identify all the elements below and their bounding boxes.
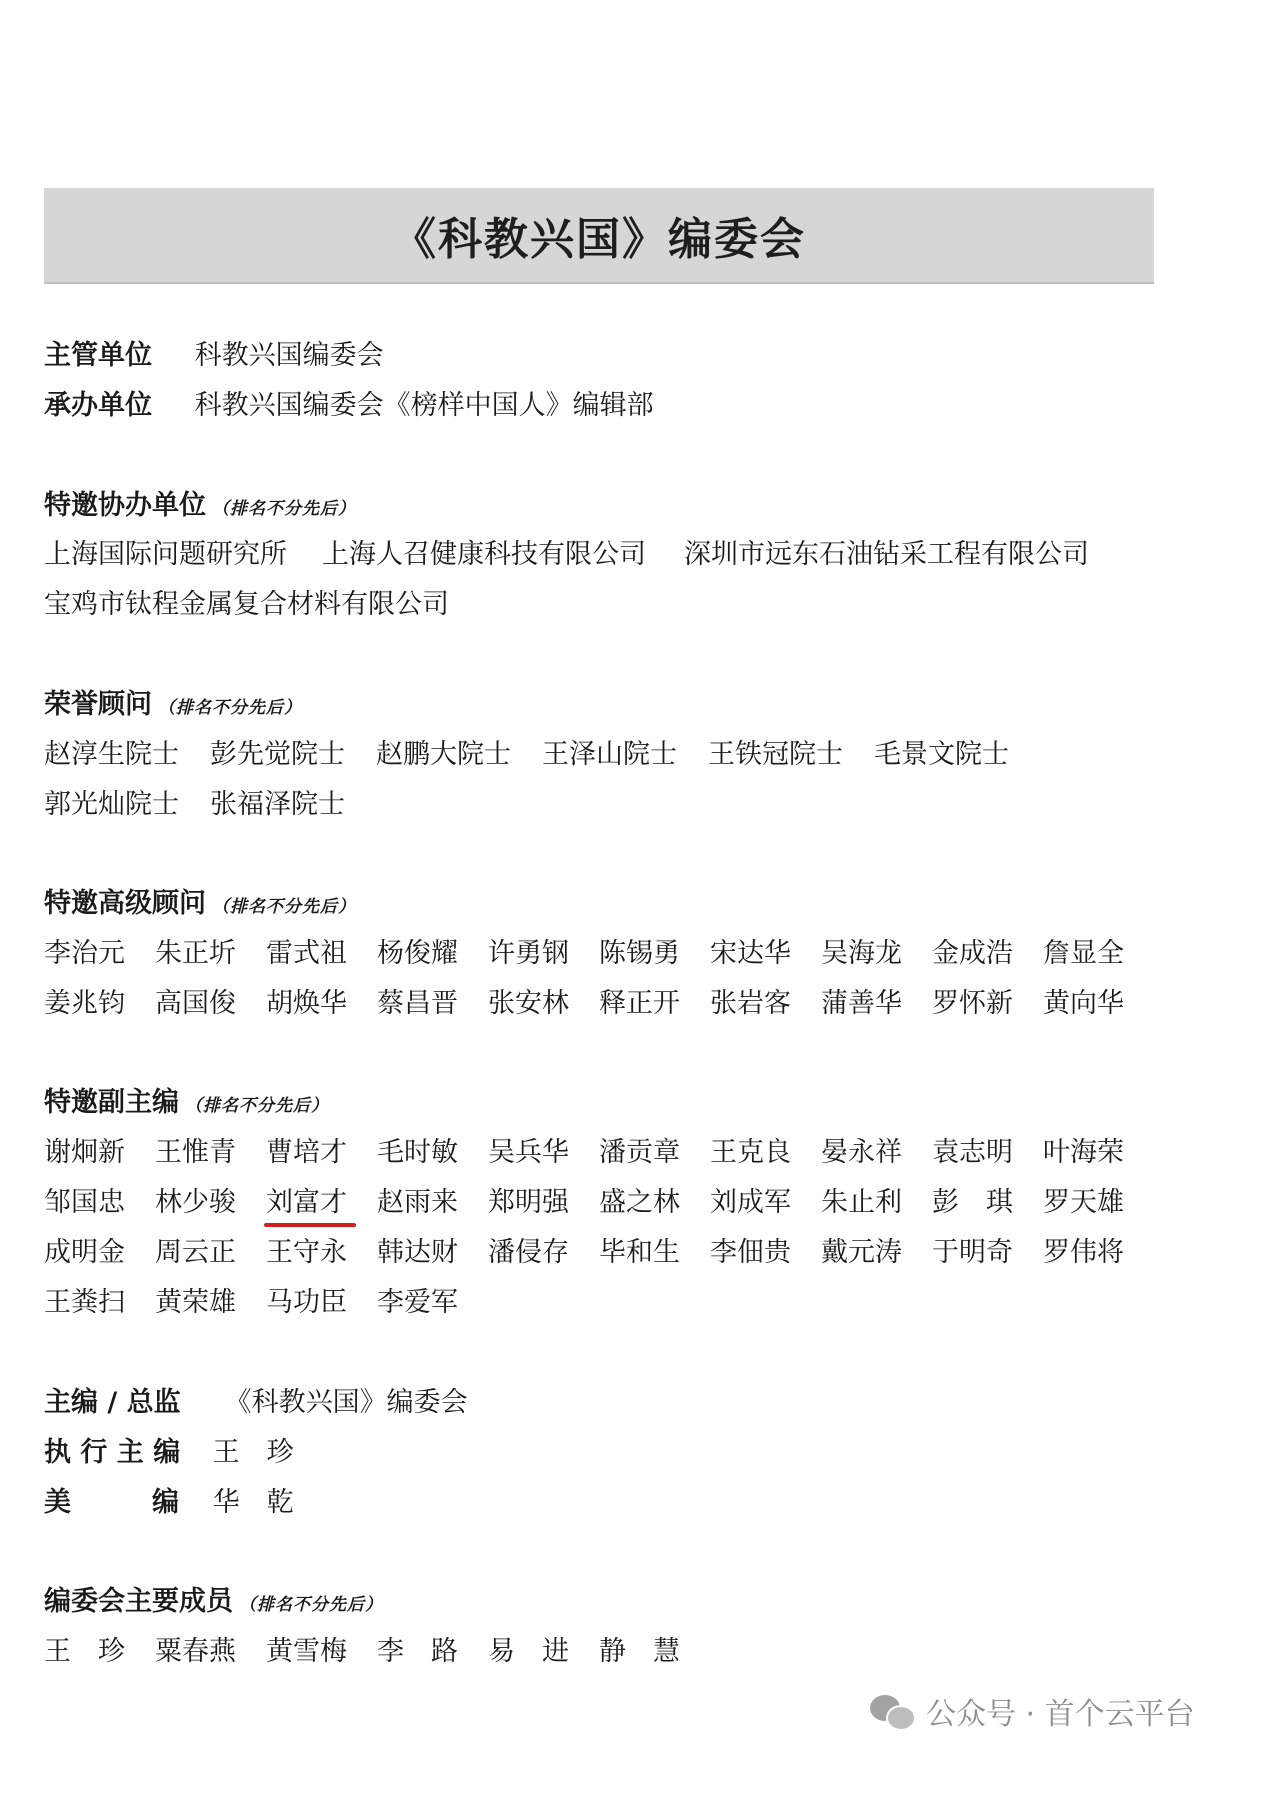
advisor-name: 陈锡勇 — [599, 938, 680, 969]
page-title: 《科教兴国》编委会 — [392, 214, 806, 265]
editor-name: 马功臣 — [266, 1287, 347, 1318]
member-name: 静 慧 — [599, 1636, 680, 1667]
co-organizer: 上海国际问题研究所 — [44, 539, 287, 570]
co-organizers-label: 特邀协办单位 — [44, 490, 206, 521]
advisor-name: 郭光灿院士 — [44, 789, 179, 820]
title-bar — [44, 188, 1154, 284]
editor-name: 潘侵存 — [488, 1237, 569, 1268]
editor-name: 王惟青 — [155, 1137, 236, 1168]
advisor-name: 金成浩 — [932, 938, 1013, 969]
editor-name: 王守永 — [266, 1237, 347, 1268]
advisor-name: 许勇钢 — [488, 938, 569, 969]
chief-editor-label: 主编 / 总监 — [44, 1387, 181, 1418]
ranking-note: （排名不分先后） — [158, 698, 302, 718]
editor-name: 李佃贵 — [710, 1237, 791, 1268]
chief-editor-row — [44, 1386, 468, 1420]
wechat-icon — [870, 1691, 916, 1731]
advisor-name: 宋达华 — [710, 938, 791, 969]
ranking-note: （排名不分先后） — [212, 897, 356, 917]
advisor-name: 高国俊 — [155, 988, 236, 1019]
editor-name: 罗伟将 — [1043, 1237, 1124, 1268]
member-name: 粟春燕 — [155, 1636, 236, 1667]
members-label: 编委会主要成员 — [44, 1586, 233, 1617]
advisor-name: 张岩客 — [710, 988, 791, 1019]
editor-name: 刘成军 — [710, 1187, 791, 1218]
co-organizer: 宝鸡市钛程金属复合材料有限公司 — [44, 589, 449, 620]
watermark — [870, 1686, 1195, 1736]
editor-name: 李爱军 — [377, 1287, 458, 1318]
editor-name: 晏永祥 — [821, 1137, 902, 1168]
ranking-note: （排名不分先后） — [185, 1096, 329, 1116]
advisor-name: 赵淳生院士 — [44, 739, 179, 770]
members-header — [44, 1585, 383, 1622]
editor-name: 邹国忠 — [44, 1187, 125, 1218]
editor-name: 王粪扫 — [44, 1287, 125, 1318]
editor-name: 韩达财 — [377, 1237, 458, 1268]
co-organizers-line-1 — [44, 538, 1089, 572]
honorary-advisors-label: 荣誉顾问 — [44, 689, 152, 720]
editor-name: 周云正 — [155, 1237, 236, 1268]
editor-name: 林少骏 — [155, 1187, 236, 1218]
editor-name: 郑明强 — [488, 1187, 569, 1218]
member-name: 李 路 — [377, 1636, 458, 1667]
advisor-name: 雷式祖 — [266, 938, 347, 969]
co-organizer: 深圳市远东石油钻采工程有限公司 — [684, 539, 1089, 570]
red-underline-mark — [264, 1223, 356, 1227]
editor-name: 潘贡章 — [599, 1137, 680, 1168]
editor-name: 叶海荣 — [1043, 1137, 1124, 1168]
editor-name: 戴元涛 — [821, 1237, 902, 1268]
advisor-name: 黄向华 — [1043, 988, 1124, 1019]
editor-name: 朱止利 — [821, 1187, 902, 1218]
advisor-name: 毛景文院士 — [874, 739, 1009, 770]
advisor-name: 张福泽院士 — [210, 789, 345, 820]
editor-name-highlighted: 刘富才 — [266, 1187, 347, 1218]
editor-name: 曹培才 — [266, 1137, 347, 1168]
honorary-advisors-header — [44, 688, 302, 725]
member-name: 黄雪梅 — [266, 1636, 347, 1667]
co-organizer: 上海人召健康科技有限公司 — [322, 539, 646, 570]
member-name: 王 珍 — [44, 1636, 125, 1667]
ranking-note: （排名不分先后） — [212, 499, 356, 519]
editor-name: 罗天雄 — [1043, 1187, 1124, 1218]
editor-name: 彭 琪 — [932, 1187, 1013, 1218]
executive-editor-label: 执 行 主 编 — [44, 1437, 181, 1468]
advisor-name: 王铁冠院士 — [708, 739, 843, 770]
sponsor-value: 科教兴国编委会 — [194, 340, 384, 371]
senior-advisors-label: 特邀高级顾问 — [44, 888, 206, 919]
organizer-label: 承办单位 — [44, 390, 152, 421]
advisor-name: 詹显全 — [1043, 938, 1124, 969]
art-editor-value: 华 乾 — [212, 1487, 294, 1518]
organizer-value: 科教兴国编委会《榜样中国人》编辑部 — [194, 390, 654, 421]
art-editor-row — [44, 1486, 294, 1520]
executive-editor-value: 王 珍 — [212, 1437, 294, 1468]
organizer-row — [44, 389, 654, 423]
editor-name: 毕和生 — [599, 1237, 680, 1268]
sponsor-row — [44, 339, 384, 373]
deputy-editors-label: 特邀副主编 — [44, 1087, 179, 1118]
deputy-editors-header — [44, 1086, 329, 1123]
editor-name: 毛时敏 — [377, 1137, 458, 1168]
advisor-name: 朱正圻 — [155, 938, 236, 969]
advisor-name: 李治元 — [44, 938, 125, 969]
advisor-name: 杨俊耀 — [377, 938, 458, 969]
advisor-name: 张安林 — [488, 988, 569, 1019]
advisor-name: 彭先觉院士 — [210, 739, 345, 770]
editor-name: 盛之林 — [599, 1187, 680, 1218]
editor-name: 于明奇 — [932, 1237, 1013, 1268]
editor-name: 赵雨来 — [377, 1187, 458, 1218]
senior-advisors-header — [44, 887, 356, 924]
executive-editor-row — [44, 1436, 294, 1470]
advisor-name: 蒲善华 — [821, 988, 902, 1019]
editor-name: 成明金 — [44, 1237, 125, 1268]
editor-name: 袁志明 — [932, 1137, 1013, 1168]
advisor-name: 胡焕华 — [266, 988, 347, 1019]
advisor-name: 吴海龙 — [821, 938, 902, 969]
advisor-name: 释正开 — [599, 988, 680, 1019]
sponsor-label: 主管单位 — [44, 340, 152, 371]
advisor-name: 蔡昌晋 — [377, 988, 458, 1019]
advisor-name: 罗怀新 — [932, 988, 1013, 1019]
advisor-name: 王泽山院士 — [542, 739, 677, 770]
chief-editor-value: 《科教兴国》编委会 — [224, 1387, 468, 1418]
editor-name: 吴兵华 — [488, 1137, 569, 1168]
advisor-name: 赵鹏大院士 — [376, 739, 511, 770]
editor-name: 黄荣雄 — [155, 1287, 236, 1318]
co-organizers-line-2 — [44, 588, 449, 622]
art-editor-label: 美 编 — [44, 1487, 179, 1518]
member-name: 易 进 — [488, 1636, 569, 1667]
editor-name: 谢炯新 — [44, 1137, 125, 1168]
editor-name: 王克良 — [710, 1137, 791, 1168]
advisor-name: 姜兆钧 — [44, 988, 125, 1019]
watermark-text: 公众号 · 首个云平台 — [926, 1697, 1195, 1732]
ranking-note: （排名不分先后） — [239, 1595, 383, 1615]
co-organizers-header — [44, 489, 356, 526]
